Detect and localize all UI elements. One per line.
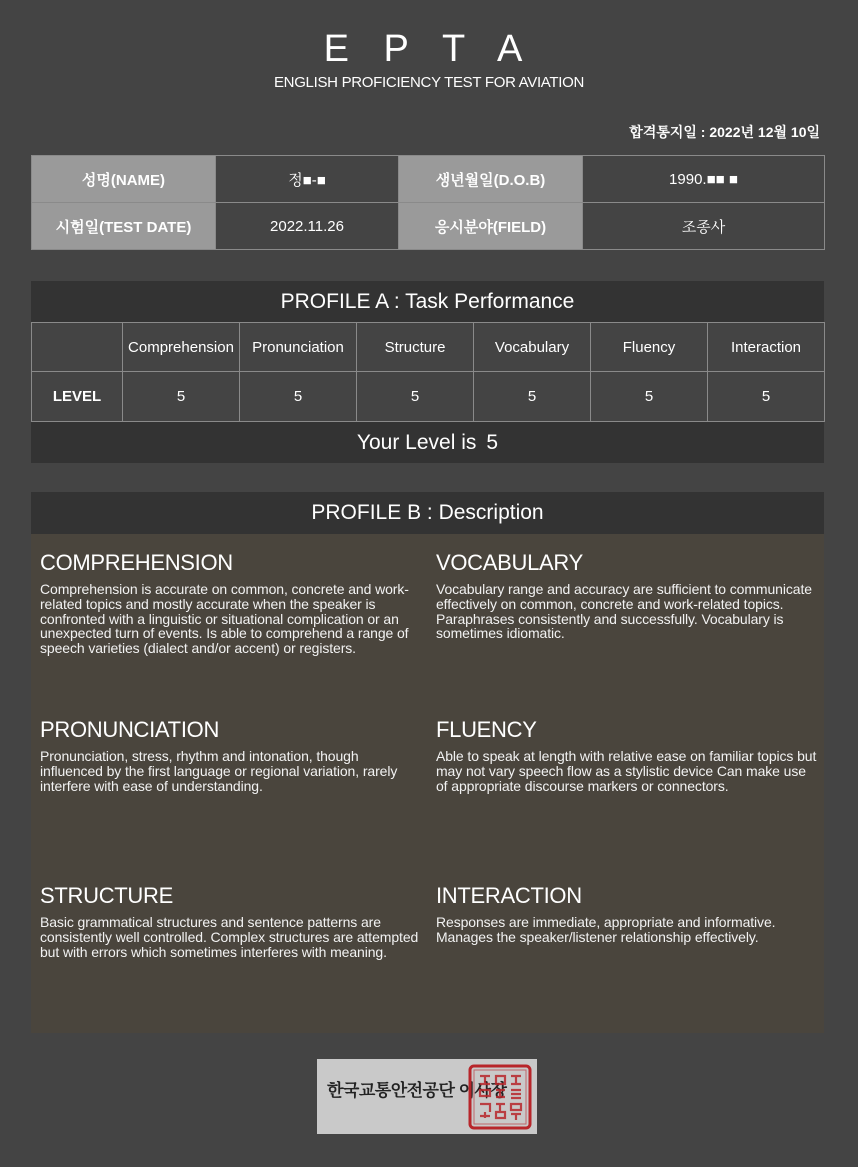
structure-section	[40, 883, 425, 959]
level-cell: 5	[123, 372, 240, 422]
section-heading: STRUCTURE	[40, 883, 173, 908]
name-label: 성명(NAME)	[32, 156, 216, 203]
info-row	[32, 156, 825, 203]
vocabulary-section	[436, 550, 821, 641]
level-cell: 5	[357, 372, 474, 422]
issuer-name: 한국교통안전공단 이사장	[327, 1081, 507, 1100]
section-heading: COMPREHENSION	[40, 550, 233, 575]
section-text: Pronunciation, stress, rhythm and intonation, though influenced by the first language or regional variation, rarely interfere with ease of understanding.	[40, 748, 398, 794]
section-heading: FLUENCY	[436, 717, 537, 742]
column-header: Fluency	[591, 323, 708, 372]
section-text: Vocabulary range and accuracy are sufficient to communicate effectively on common, concrete and work-related topics. Paraphrases consistently and successfully. Vocabulary is sometimes idiomatic.	[436, 581, 812, 642]
pronunciation-section	[40, 717, 425, 793]
field-label: 응시분야(FIELD)	[399, 203, 583, 250]
section-text: Comprehension is accurate on common, concrete and work-related topics and mostly accurate when the speaker is confronted with a linguistic or situational complication or an unexpected turn of events. Is able to comprehend a range of speech varieties (dialect and/or accent) or registers.	[40, 581, 409, 657]
profile-a-table	[31, 322, 825, 422]
level-cell: 5	[240, 372, 357, 422]
section-text: Able to speak at length with relative ease on familiar topics but may not vary speech flow as a stylistic device Can make use of appropriate discourse markers or connectors.	[436, 748, 817, 794]
official-seal-icon	[468, 1064, 532, 1130]
name-value: 정■-■	[216, 156, 399, 203]
test-date-label: 시험일(TEST DATE)	[32, 203, 216, 250]
column-header: Interaction	[708, 323, 825, 372]
column-header: Structure	[357, 323, 474, 372]
notification-date: 합격통지일 : 2022년 12월 10일	[629, 124, 820, 140]
level-cell: 5	[708, 372, 825, 422]
comprehension-section	[40, 550, 425, 656]
profile-a-header-row	[32, 323, 825, 372]
your-level-value: 5	[486, 431, 499, 454]
applicant-info-table	[31, 155, 825, 250]
issuer-signature-box	[317, 1059, 537, 1134]
empty-header-cell	[32, 323, 123, 372]
section-text: Responses are immediate, appropriate and informative. Manages the speaker/listener relationship effectively.	[436, 914, 776, 945]
section-heading: PRONUNCIATION	[40, 717, 220, 742]
level-cell: 5	[591, 372, 708, 422]
info-row	[32, 203, 825, 250]
column-header: Pronunciation	[240, 323, 357, 372]
section-heading: VOCABULARY	[436, 550, 583, 575]
column-header: Comprehension	[123, 323, 240, 372]
profile-a-title: PROFILE A : Task Performance	[31, 281, 824, 322]
section-heading: INTERACTION	[436, 883, 582, 908]
field-value: 조종사	[583, 203, 825, 250]
section-text: Basic grammatical structures and sentence patterns are consistently well controlled. Complex structures are attempted but with errors which sometimes interferes with meaning.	[40, 914, 419, 960]
column-header: Vocabulary	[474, 323, 591, 372]
document-subtitle: ENGLISH PROFICIENCY TEST FOR AVIATION	[273, 74, 585, 91]
fluency-section	[436, 717, 821, 793]
your-level-bar	[31, 422, 824, 463]
level-row	[32, 372, 825, 422]
level-row-label: LEVEL	[32, 372, 123, 422]
document-title: E P T A	[323, 28, 535, 70]
profile-b-title: PROFILE B : Description	[31, 492, 824, 534]
description-box	[31, 534, 824, 1033]
dob-label: 생년월일(D.O.B)	[399, 156, 583, 203]
test-date-value: 2022.11.26	[216, 203, 399, 250]
your-level-label: Your Level is	[356, 431, 477, 454]
interaction-section	[436, 883, 821, 945]
level-cell: 5	[474, 372, 591, 422]
dob-value: 1990.■■ ■	[583, 156, 825, 203]
